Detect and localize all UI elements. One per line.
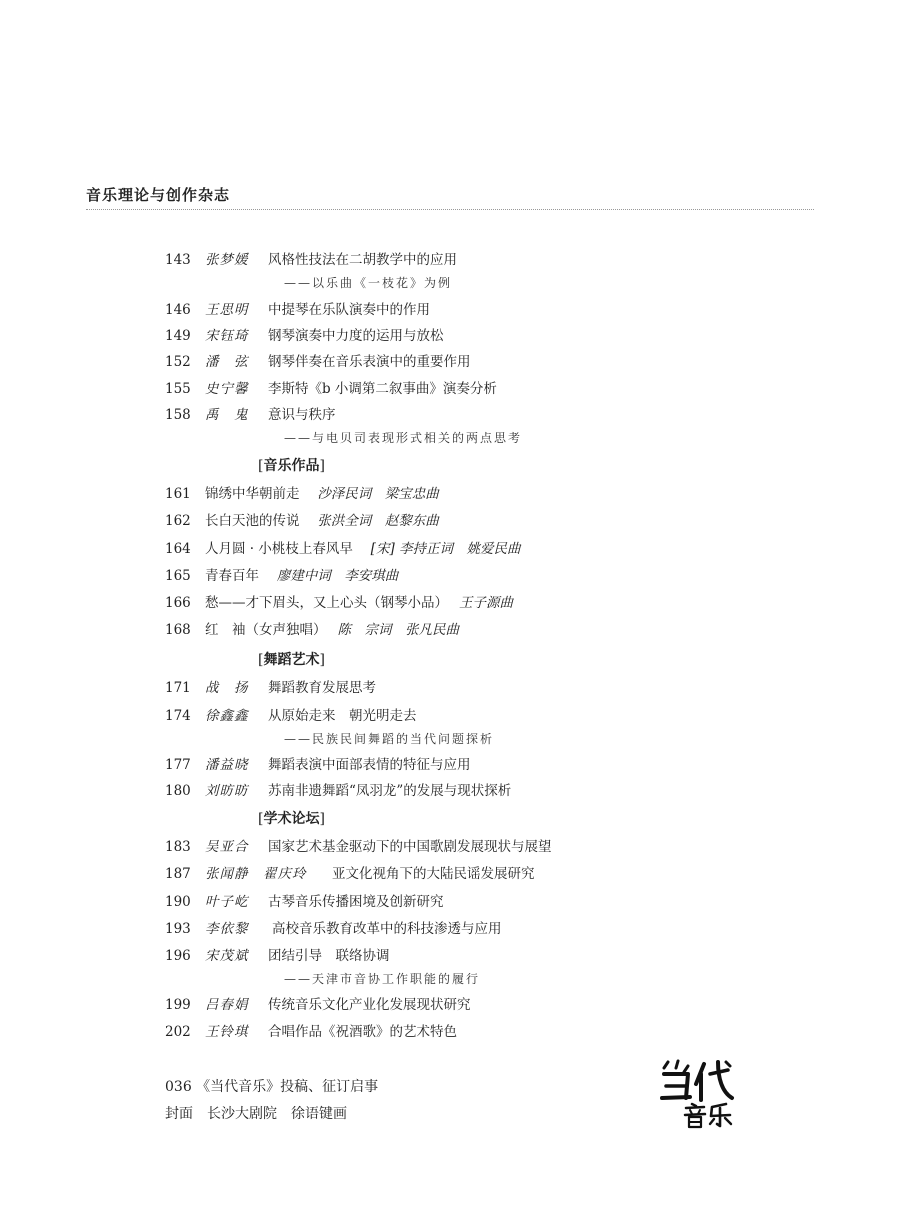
- article-title: 团结引导 联络协调: [268, 948, 390, 964]
- author: 宋茂斌: [205, 948, 249, 964]
- author: 潘益晓: [205, 757, 249, 773]
- bracket-left: [: [258, 458, 264, 474]
- article-title: 钢琴演奏中力度的运用与放松: [268, 328, 444, 344]
- article-subtitle: ——以乐曲《一枝花》为例: [284, 276, 453, 290]
- work-title: [205, 540, 521, 558]
- author: 李依黎: [205, 921, 249, 937]
- section-heading-dance-art: [258, 650, 325, 670]
- article-subtitle: ——民族民间舞蹈的当代问题探析: [284, 732, 495, 746]
- page-number: 155: [165, 381, 191, 397]
- article-title: 钢琴伴奏在音乐表演中的重要作用: [268, 354, 471, 370]
- article-title: 亚文化视角下的大陆民谣发展研究: [332, 866, 535, 882]
- author: 张闻静 翟庆玲: [205, 866, 307, 882]
- page-number: 199: [165, 997, 191, 1013]
- work-title: [205, 485, 439, 503]
- journal-logo-calligraphy: [652, 1058, 742, 1130]
- work-name: 锦绣中华朝前走: [205, 486, 300, 502]
- page-number: 162: [165, 513, 191, 529]
- author: 宋钰琦: [205, 328, 249, 344]
- page-number: 149: [165, 328, 191, 344]
- page-number: 166: [165, 595, 191, 611]
- submission-notice: 036 《当代音乐》投稿、征订启事: [165, 1079, 379, 1095]
- article-title: 传统音乐文化产业化发展现状研究: [268, 997, 471, 1013]
- article-title: 合唱作品《祝酒歌》的艺术特色: [268, 1024, 457, 1040]
- page-number: 152: [165, 354, 191, 370]
- page-number: 193: [165, 921, 191, 937]
- work-name: 愁——才下眉头，又上心头（钢琴小品）: [205, 595, 442, 611]
- work-name: 青春百年: [205, 568, 259, 584]
- author: 禹 鬼: [205, 407, 249, 423]
- page-number: 177: [165, 757, 191, 773]
- author: 王铃琪: [205, 1024, 249, 1040]
- bracket-right: ]: [319, 811, 325, 827]
- bracket-left: [: [258, 652, 264, 668]
- article-title: 风格性技法在二胡教学中的应用: [268, 252, 457, 268]
- page-number: 171: [165, 680, 191, 696]
- work-name: 人月圆 · 小桃枝上春风早: [205, 541, 353, 557]
- page-number: 165: [165, 568, 191, 584]
- article-title: 古琴音乐传播困境及创新研究: [268, 894, 444, 910]
- author: 战 扬: [205, 680, 249, 696]
- article-title: 从原始走来 朝光明走去: [268, 708, 417, 724]
- cover-credit: 封面 长沙大剧院 徐语键画: [165, 1106, 347, 1122]
- article-subtitle: ——天津市音协工作职能的履行: [284, 972, 481, 986]
- work-title: [205, 594, 513, 612]
- page-number: 146: [165, 302, 191, 318]
- author: 史宁馨: [205, 381, 249, 397]
- author: 叶子屹: [205, 894, 249, 910]
- work-credit: 张洪全词 赵黎东曲: [317, 513, 439, 529]
- bracket-right: ]: [319, 652, 325, 668]
- page-number: 164: [165, 541, 191, 557]
- page-number: 161: [165, 486, 191, 502]
- section-name: 舞蹈艺术: [263, 652, 320, 668]
- author: 吕春娟: [205, 997, 249, 1013]
- author: 徐鑫鑫: [205, 708, 249, 724]
- page-number: 158: [165, 407, 191, 423]
- article-title: 苏南非遗舞蹈“凤羽龙”的发展与现状探析: [268, 783, 512, 799]
- journal-header-title: 音乐理论与创作杂志: [86, 186, 231, 204]
- page-number: 174: [165, 708, 191, 724]
- work-name: 长白天池的传说: [205, 513, 300, 529]
- article-subtitle: ——与电贝司表现形式相关的两点思考: [284, 431, 523, 445]
- work-title: [205, 567, 398, 585]
- page-number: 180: [165, 783, 191, 799]
- work-credit: 廖建中词 李安琪曲: [276, 568, 399, 584]
- page-number: 143: [165, 252, 191, 268]
- section-name: 音乐作品: [263, 458, 320, 474]
- page-number: 196: [165, 948, 191, 964]
- author: 潘 弦: [205, 354, 249, 370]
- page-number: 190: [165, 894, 191, 910]
- work-credit: 陈 宗词 张凡民曲: [337, 622, 460, 638]
- bracket-right: ]: [319, 458, 325, 474]
- page-number: 202: [165, 1024, 191, 1040]
- work-credit: 王子源曲: [459, 595, 514, 611]
- article-title: 舞蹈教育发展思考: [268, 680, 376, 696]
- author: 刘昉昉: [205, 783, 249, 799]
- section-heading-music-works: [258, 456, 325, 476]
- page-number: 168: [165, 622, 191, 638]
- work-title: [205, 621, 459, 639]
- work-credit: [宋] 李持正词 姚爱民曲: [370, 541, 521, 557]
- article-title: 高校音乐教育改革中的科技渗透与应用: [272, 921, 502, 937]
- article-title: 舞蹈表演中面部表情的特征与应用: [268, 757, 471, 773]
- author: 张梦媛: [205, 252, 249, 268]
- work-credit: 沙泽民词 梁宝忠曲: [317, 486, 439, 502]
- article-title: 李斯特《b 小调第二叙事曲》演奏分析: [268, 381, 497, 397]
- article-title: 意识与秩序: [268, 407, 336, 423]
- author: 王思明: [205, 302, 249, 318]
- work-title: [205, 512, 439, 530]
- bracket-left: [: [258, 811, 264, 827]
- journal-logo: [652, 1058, 742, 1130]
- article-title: 中提琴在乐队演奏中的作用: [268, 302, 430, 318]
- section-name: 学术论坛: [263, 811, 320, 827]
- page-number: 183: [165, 839, 191, 855]
- work-name: 红 袖（女声独唱）: [205, 622, 320, 638]
- article-title: 国家艺术基金驱动下的中国歌剧发展现状与展望: [268, 839, 552, 855]
- page-number: 187: [165, 866, 191, 882]
- author: 吴亚合: [205, 839, 249, 855]
- section-heading-academic-forum: [258, 809, 325, 829]
